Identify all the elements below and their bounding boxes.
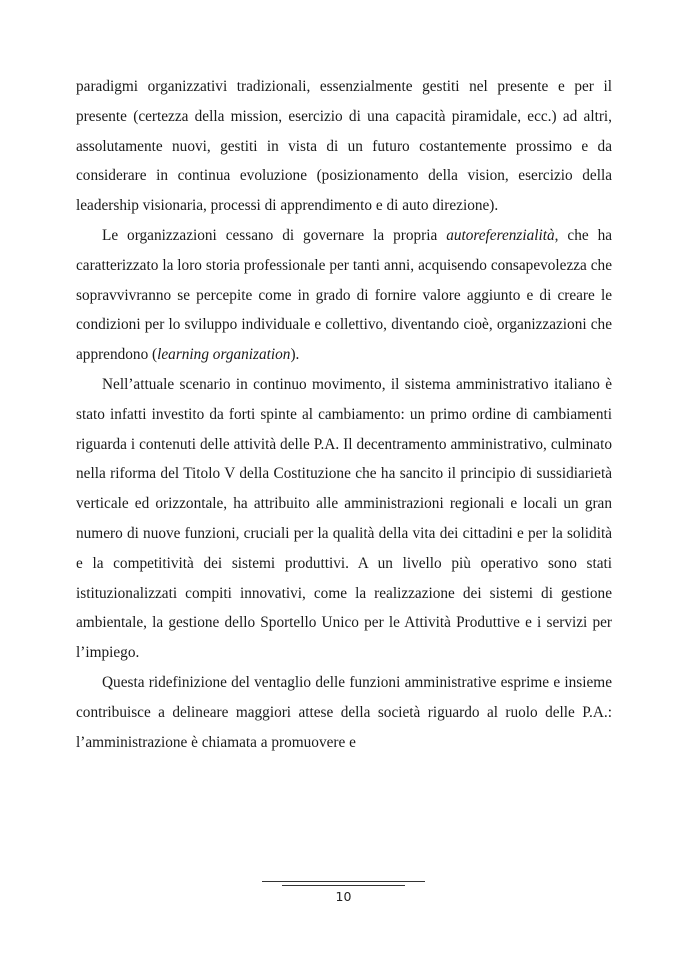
paragraph-1-run-1: paradigmi organizzativi tradizionali, essenzialmente gestiti nel presente e per il presente (certezza della mission, esercizio di una capacità piramidale, ecc.) ad altri, assolutamente nuovi, gestiti in vista di un futuro costantemente prossimo e da considerare in continua evoluzione (posizionamento della vision, esercizio della leadership visionaria, processi di apprendimento e di auto direzione). <box>76 78 612 215</box>
paragraph-1 <box>76 72 612 221</box>
paragraph-4 <box>76 668 612 757</box>
paragraph-2-italic-learning-organization: learning organization <box>157 346 291 364</box>
paragraph-4-run-1: Questa ridefinizione del ventaglio delle funzioni amministrative esprime e insieme contribuisce a delineare maggiori attese della società riguardo al ruolo delle P.A.: l’amministrazione è chiamata a promuovere e <box>76 673 612 751</box>
body-text <box>76 72 612 757</box>
paragraph-2-run-3: , che ha caratterizzato la loro storia professionale per tanti anni, acquisendo consapevolezza che sopravvivranno se percepite come in grado di fornire valore aggiunto e di creare le condizioni per lo sviluppo individuale e collettivo, diventando cioè, organizzazioni che apprendono ( <box>76 226 613 364</box>
paragraph-2-italic-autoreferenzialita: autoreferenzialità <box>446 226 555 244</box>
paragraph-2-run-5: ). <box>290 346 300 364</box>
footer-rule-bottom <box>282 885 405 886</box>
footer-rule-top <box>262 881 425 882</box>
page-number: 10 <box>335 889 352 904</box>
paragraph-3-run-1: Nell’attuale scenario in continuo movimento, il sistema amministrativo italiano è stato infatti investito da forti spinte al cambiamento: un primo ordine di cambiamenti riguarda i contenuti delle attività delle P.A. Il decentramento amministrativo, culminato nella riforma del Titolo V della Costituzione che ha sancito il principio di sussidiarietà verticale ed orizzontale, ha attribuito alle amministrazioni regionali e locali un gran numero di nuove funzioni, cruciali per la qualità della vita dei cittadini e per la solidità e la competitività dei sistemi produttivi. A un livello più operativo sono stati istituzionalizzati compiti innovativi, come la realizzazione dei sistemi di gestione ambientale, la gestione dello Sportello Unico per le Attività Produttive e i servizi per l’impiego. <box>76 375 612 662</box>
paragraph-3 <box>76 370 612 668</box>
paragraph-2-run-1: Le organizzazioni cessano di governare la propria <box>102 226 447 244</box>
paragraph-2 <box>76 221 612 370</box>
